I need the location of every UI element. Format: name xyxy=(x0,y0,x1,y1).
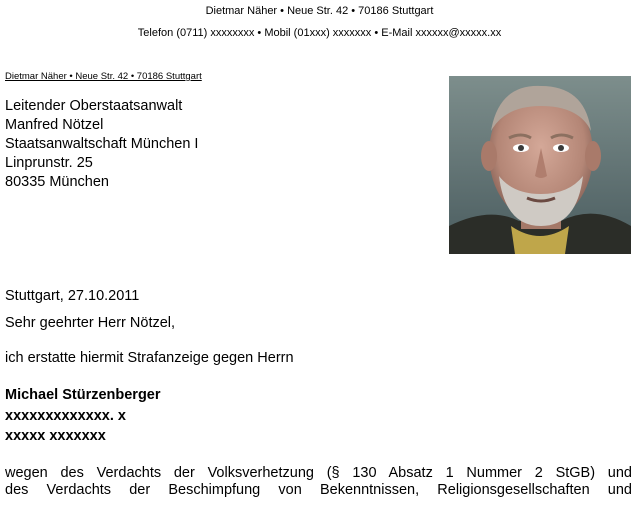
reason-line-2: des Verdachts der Beschimpfung von Bekenntnissen, Religionsgesellschaften und xyxy=(5,482,632,498)
place-date: Stuttgart, 27.10.2011 xyxy=(5,288,140,304)
recipient-line-3: Staatsanwaltschaft München I xyxy=(5,136,199,152)
reason-line-1: wegen des Verdachts der Volksverhetzung (§ 130 Absatz 1 Nummer 2 StGB) und xyxy=(5,465,632,481)
recipient-line-4: Linprunstr. 25 xyxy=(5,155,93,171)
letterhead-line-1: Dietmar Näher • Neue Str. 42 • 70186 Stuttgart xyxy=(205,5,434,17)
recipient-line-2: Manfred Nötzel xyxy=(5,117,104,133)
accused-name: Michael Stürzenberger xyxy=(5,387,161,403)
sender-return-address: Dietmar Näher • Neue Str. 42 • 70186 Stuttgart xyxy=(5,71,202,82)
intro-text: ich erstatte hiermit Strafanzeige gegen Herrn xyxy=(5,350,294,366)
recipient-line-5: 80335 München xyxy=(5,174,109,190)
portrait-photo xyxy=(449,76,631,254)
accused-street: xxxxxxxxxxxxx. x xyxy=(5,408,126,424)
salutation: Sehr geehrter Herr Nötzel, xyxy=(5,315,176,331)
accused-city: xxxxx xxxxxxx xyxy=(5,428,106,444)
recipient-line-1: Leitender Oberstaatsanwalt xyxy=(5,98,183,114)
letterhead-line-2: Telefon (0711) xxxxxxxx • Mobil (01xxx) xxxxxxx • E-Mail xxxxxx@xxxxx.xx xyxy=(137,27,502,39)
